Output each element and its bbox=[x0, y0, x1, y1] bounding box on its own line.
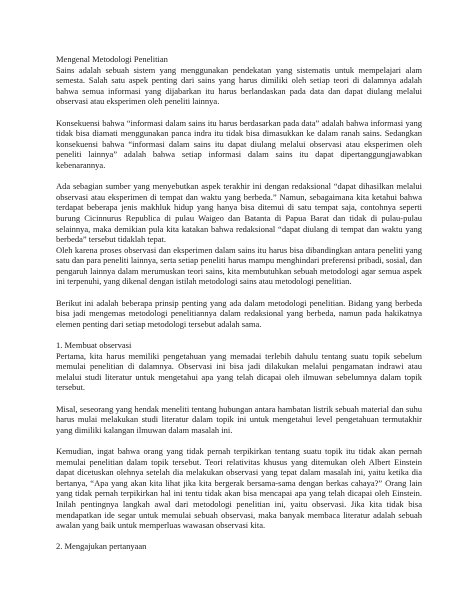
paragraph-observasi-intro: Pertama, kita harus memiliki pengetahuan yang memadai terlebih dahulu tentang suatu topik sebelum memulai penelitian di dalamnya. Observasi ini bisa jadi dilakukan melalui pengamatan indrawi atau melalui studi literatur untuk mengetahui apa yang telah dicapai oleh ilmuwan sebelumnya dalam topik tersebut. bbox=[56, 350, 422, 393]
paragraph-sains-definition: Sains adalah sebuah sistem yang menggunakan pendekatan yang sistematis untuk mempelajari alam semesta. Salah satu aspek penting dari sains yang harus dimiliki oleh setiap teori di dalamnya adalah bahwa semua informasi yang dijabarkan itu harus berlandaskan pada data dan dapat diulang melalui observasi atau eksperimen oleh peneliti lainnya. bbox=[56, 64, 422, 107]
spacer bbox=[56, 531, 422, 542]
spacer bbox=[56, 393, 422, 404]
paragraph-redaksional: Ada sebagian sumber yang menyebutkan aspek terakhir ini dengan redaksional “dapat dihasilkan melalui observasi atau eksperimen di tempat dan waktu yang berbeda.” Namun, sebagaimana kita ketahui bahwa terdapat beberapa jenis makhluk hidup yang hanya bisa ditemui di satu tempat saja, contohnya seperti burung Cicinnurus Republica di pulau Waigeo dan Batanta di Papua Barat dan tidak di pulau-pulau selainnya, maka demikian pula kita katakan bahwa redaksional “dapat diulang di tempat dan waktu yang berbeda” tersebut tidaklah tepat. bbox=[56, 181, 422, 245]
paragraph-konsekuensi: Konsekuensi bahwa “informasi dalam sains itu harus berdasarkan pada data” adalah bahwa informasi yang tidak bisa diamati menggunakan panca indra itu tidak bisa dimasukkan ke dalam ranah sains. Sedangkan konsekuensi bahwa “informasi dalam sains itu dapat diulang melalui observasi atau eksperimen oleh peneliti lainnya” adalah bahwa setiap informasi dalam sains itu dapat dipertanggungjawabkan kebenarannya. bbox=[56, 117, 422, 170]
section-heading-observasi: 1. Membuat observasi bbox=[56, 340, 132, 351]
paragraph-prinsip: Berikut ini adalah beberapa prinsip penting yang ada dalam metodologi penelitian. Bidang yang berbeda bisa jadi mengemas metodologi penelitiannya dalam redaksional yang berbeda, namun pada hakikatnya elemen penting dari setiap metodologi tersebut adalah sama. bbox=[56, 297, 422, 329]
spacer bbox=[56, 107, 422, 118]
paragraph-observasi-example: Misal, seseorang yang hendak meneliti tentang hubungan antara hambatan listrik sebuah material dan suhu harus mulai melakukan studi literatur dalam topik ini untuk mengetahui level pengetahuan termutakhir yang dimiliki kalangan ilmuwan dalam masalah ini. bbox=[56, 403, 422, 435]
spacer bbox=[56, 435, 422, 446]
paragraph-einstein: Kemudian, ingat bahwa orang yang tidak pernah terpikirkan tentang suatu topik itu tidak akan pernah memulai penelitian dalam topik tersebut. Teori relativitas khusus yang ditemukan oleh Albert Einstein dapat dicetuskan olehnya setelah dia melakukan observasi yang tepat dalam masalah ini, yaitu ketika dia bertanya, “Apa yang akan kita lihat jika kita bergerak bersama-sama dengan berkas cahaya?” Orang lain yang tidak pernah terpikirkan hal ini tentu tidak akan bisa mencapai apa yang telah dicapai oleh Einstein. Inilah pentingnya langkah awal dari metodologi penelitian ini, yaitu observasi. Jika kita tidak bisa mendapatkan ide segar untuk memulai sebuah observasi, maka banyak membaca literatur adalah sebuah awalan yang baik untuk memperluas wawasan observasi kita. bbox=[56, 445, 422, 531]
paragraph-metodologi-need: Oleh karena proses observasi dan eksperimen dalam sains itu harus bisa dibandingkan antara peneliti yang satu dan para peneliti lainnya, serta setiap peneliti harus mampu menghindari preferensi pribadi, sosial, dan pengaruh lainnya dalam merumuskan teori sains, kita membutuhkan sebuah metodologi agar semua aspek ini terpenuhi, yang dikenal dengan istilah metodologi sains atau metodologi penelitian. bbox=[56, 244, 422, 287]
document-title: Mengenal Metodologi Penelitian bbox=[56, 54, 168, 64]
spacer bbox=[56, 171, 422, 182]
document-page bbox=[56, 54, 422, 552]
section-heading-pertanyaan: 2. Mengajukan pertanyaan bbox=[56, 541, 147, 552]
spacer bbox=[56, 329, 422, 340]
spacer bbox=[56, 287, 422, 298]
